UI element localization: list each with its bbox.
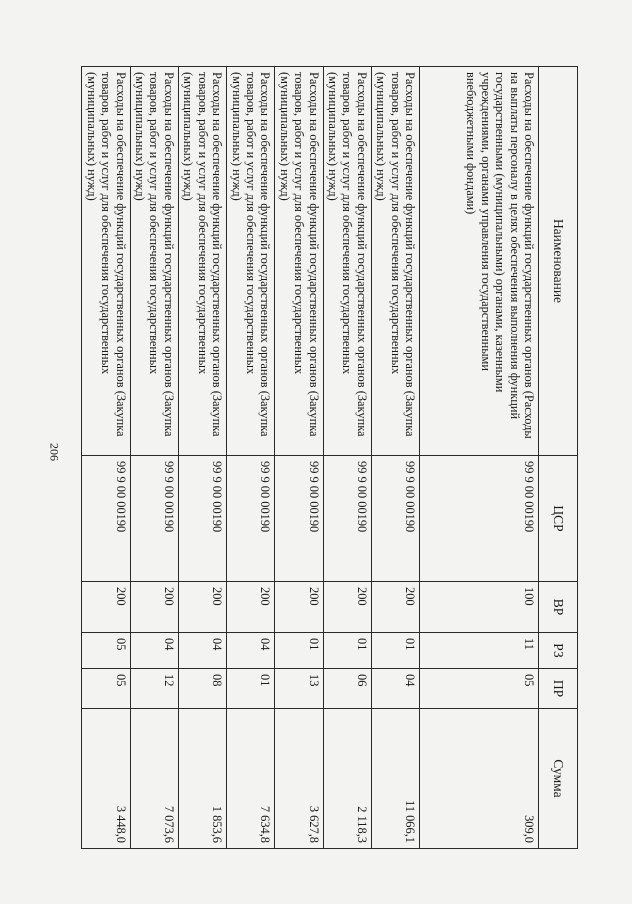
cell-pr: 08	[178, 669, 226, 709]
cell-name: Расходы на обеспечение функций государственных органов (Закупка товаров, работ и услуг для обеспечения государственных (муниципальных) нужд)	[82, 67, 130, 456]
cell-sum: 3 448,0	[82, 709, 130, 849]
cell-vr: 200	[178, 582, 226, 633]
table-row	[178, 67, 226, 849]
table-header-row	[539, 67, 578, 849]
header-name: Наименование	[539, 67, 578, 456]
cell-vr: 200	[227, 582, 275, 633]
cell-name: Расходы на обеспечение функций государственных органов (Закупка товаров, работ и услуг для обеспечения государственных (муниципальных) нужд)	[130, 67, 178, 456]
header-csr: ЦСР	[539, 456, 578, 582]
table-row	[130, 67, 178, 849]
document-page	[84, 66, 578, 848]
cell-name: Расходы на обеспечение функций государственных органов (Закупка товаров, работ и услуг для обеспечения государственных (муниципальных) нужд)	[227, 67, 275, 456]
cell-sum: 11 066,1	[371, 709, 419, 849]
cell-csr: 99 9 00 00190	[130, 456, 178, 582]
cell-rz: 01	[323, 633, 371, 669]
cell-sum: 3 627,8	[275, 709, 323, 849]
cell-sum: 1 853,6	[178, 709, 226, 849]
cell-pr: 01	[227, 669, 275, 709]
header-vr: ВР	[539, 582, 578, 633]
cell-rz: 01	[371, 633, 419, 669]
cell-name: Расходы на обеспечение функций государственных органов (Закупка товаров, работ и услуг для обеспечения государственных (муниципальных) нужд)	[275, 67, 323, 456]
cell-pr: 04	[371, 669, 419, 709]
cell-vr: 200	[371, 582, 419, 633]
cell-pr: 05	[420, 669, 539, 709]
header-rz: РЗ	[539, 633, 578, 669]
cell-name: Расходы на обеспечение функций государственных органов (Закупка товаров, работ и услуг для обеспечения государственных (муниципальных) нужд)	[371, 67, 419, 456]
table-row	[323, 67, 371, 849]
table-row	[420, 67, 539, 849]
table-row	[227, 67, 275, 849]
page-number: 206	[47, 443, 62, 461]
cell-pr: 13	[275, 669, 323, 709]
cell-vr: 200	[275, 582, 323, 633]
cell-rz: 04	[130, 633, 178, 669]
cell-vr: 200	[130, 582, 178, 633]
cell-rz: 11	[420, 633, 539, 669]
header-pr: ПР	[539, 669, 578, 709]
rotated-table-wrapper	[84, 66, 578, 848]
cell-sum: 2 118,3	[323, 709, 371, 849]
cell-rz: 04	[227, 633, 275, 669]
cell-pr: 05	[82, 669, 130, 709]
cell-rz: 05	[82, 633, 130, 669]
cell-csr: 99 9 00 00190	[420, 456, 539, 582]
cell-vr: 200	[82, 582, 130, 633]
table-row	[275, 67, 323, 849]
cell-name: Расходы на обеспечение функций государственных органов (Расходы на выплаты персоналу в целях обеспечения выполнения функций государственными (муниципальными) органами, казенными учреждениями, органами управления государственными внебюджетными фондами)	[420, 67, 539, 456]
cell-csr: 99 9 00 00190	[227, 456, 275, 582]
cell-sum: 309,0	[420, 709, 539, 849]
cell-rz: 04	[178, 633, 226, 669]
header-sum: Сумма	[539, 709, 578, 849]
cell-csr: 99 9 00 00190	[275, 456, 323, 582]
cell-name: Расходы на обеспечение функций государственных органов (Закупка товаров, работ и услуг для обеспечения государственных (муниципальных) нужд)	[178, 67, 226, 456]
cell-csr: 99 9 00 00190	[178, 456, 226, 582]
cell-vr: 200	[323, 582, 371, 633]
cell-csr: 99 9 00 00190	[371, 456, 419, 582]
cell-csr: 99 9 00 00190	[82, 456, 130, 582]
table-row	[82, 67, 130, 849]
cell-rz: 01	[275, 633, 323, 669]
cell-sum: 7 634,8	[227, 709, 275, 849]
cell-name: Расходы на обеспечение функций государственных органов (Закупка товаров, работ и услуг для обеспечения государственных (муниципальных) нужд)	[323, 67, 371, 456]
cell-pr: 06	[323, 669, 371, 709]
expenses-table	[81, 66, 578, 849]
cell-vr: 100	[420, 582, 539, 633]
cell-sum: 7 073,6	[130, 709, 178, 849]
cell-csr: 99 9 00 00190	[323, 456, 371, 582]
cell-pr: 12	[130, 669, 178, 709]
table-row	[371, 67, 419, 849]
